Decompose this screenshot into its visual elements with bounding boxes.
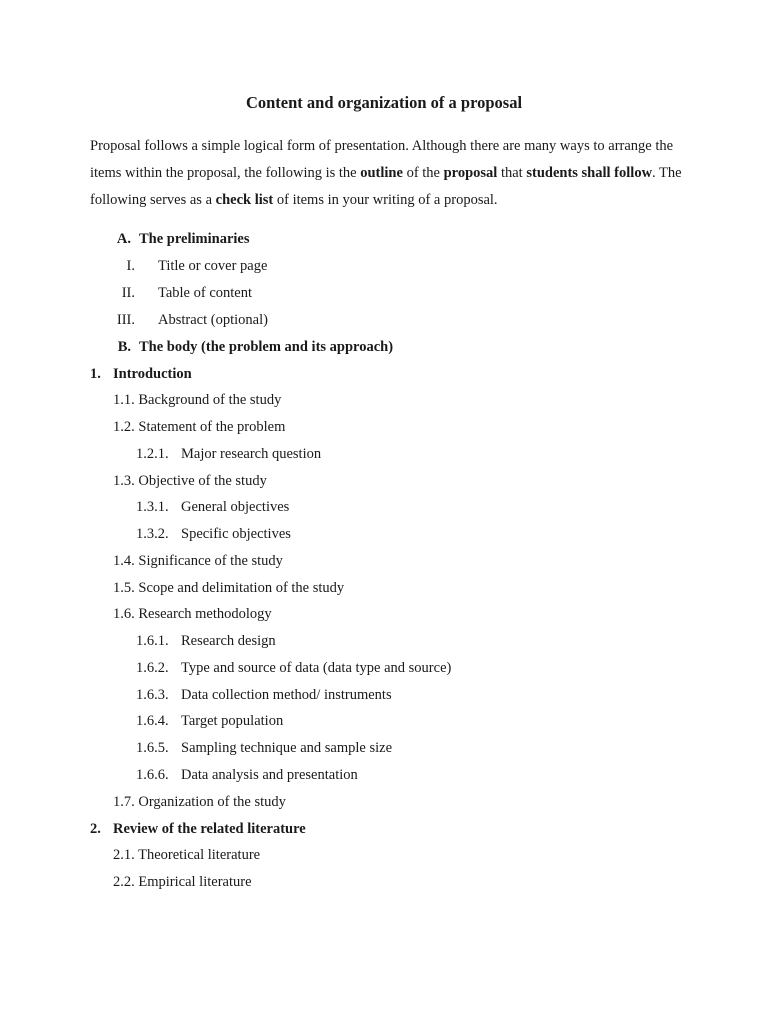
- subitem-label: Type and source of data (data type and source): [181, 660, 452, 676]
- outline-item: 1.3. Objective of the study: [113, 473, 267, 489]
- roman-numeral: III.: [116, 312, 135, 328]
- intro-bold-outline: outline: [360, 165, 403, 181]
- outline-item: 1.5. Scope and delimitation of the study: [113, 580, 345, 596]
- subitem-number: 1.6.2.: [136, 660, 169, 676]
- subitem-number: 1.6.1.: [136, 633, 169, 649]
- subitem-number: 1.6.6.: [136, 767, 169, 783]
- section-b-label: The body (the problem and its approach): [139, 339, 394, 355]
- subitem-number: 1.3.1.: [136, 499, 169, 515]
- subitem-number: 1.6.5.: [136, 740, 169, 756]
- subitem-label: Target population: [181, 713, 284, 729]
- intro-text-2: of the: [402, 165, 444, 181]
- subitem-number: 1.2.1.: [136, 446, 169, 462]
- intro-bold-proposal: proposal: [443, 165, 498, 181]
- section-a-item-label: Title or cover page: [158, 258, 268, 274]
- outline-item: 1.7. Organization of the study: [113, 794, 286, 810]
- intro-paragraph: [90, 133, 690, 214]
- section-b-marker: B.: [117, 339, 131, 355]
- roman-numeral: I.: [126, 258, 135, 274]
- outline-item: 1.6. Research methodology: [113, 606, 272, 622]
- roman-numeral: II.: [121, 285, 135, 301]
- subitem-label: Sampling technique and sample size: [181, 740, 393, 756]
- subitem-number: 1.3.2.: [136, 526, 169, 542]
- subitem-number: 1.6.4.: [136, 713, 169, 729]
- intro-bold-students-shall-follow: students shall follow: [526, 165, 653, 181]
- section-a-item-label: Abstract (optional): [158, 312, 268, 328]
- chapter-1-label: Introduction: [113, 366, 192, 382]
- intro-text-4: . The following serves as a: [90, 165, 682, 208]
- page-title: Content and organization of a proposal: [245, 93, 523, 112]
- chapter-2-label: Review of the related literature: [113, 821, 306, 837]
- subitem-label: Research design: [181, 633, 276, 649]
- outline-item: 1.1. Background of the study: [113, 392, 282, 408]
- intro-text-3: that: [497, 165, 527, 181]
- subitem-label: Data collection method/ instruments: [181, 687, 392, 703]
- section-a-item-label: Table of content: [158, 285, 253, 301]
- subitem-label: Major research question: [181, 446, 322, 462]
- outline-item: 2.2. Empirical literature: [113, 874, 252, 890]
- intro-bold-check-list: check list: [215, 192, 274, 208]
- intro-text-1: Proposal follows a simple logical form of presentation. Although there are many ways to arrange the items within the proposal, the following is the: [90, 138, 674, 181]
- subitem-label: General objectives: [181, 499, 290, 515]
- subitem-label: Specific objectives: [181, 526, 291, 542]
- chapter-2-number: 2.: [90, 821, 101, 837]
- chapter-1-number: 1.: [90, 366, 101, 382]
- outline-item: 2.1. Theoretical literature: [113, 847, 261, 863]
- subitem-label: Data analysis and presentation: [181, 767, 358, 783]
- intro-text-5: of items in your writing of a proposal.: [273, 192, 498, 208]
- section-a-label: The preliminaries: [139, 231, 250, 247]
- outline-item: 1.2. Statement of the problem: [113, 419, 286, 435]
- outline-item: 1.4. Significance of the study: [113, 553, 283, 569]
- section-a-marker: A.: [116, 231, 131, 247]
- subitem-number: 1.6.3.: [136, 687, 169, 703]
